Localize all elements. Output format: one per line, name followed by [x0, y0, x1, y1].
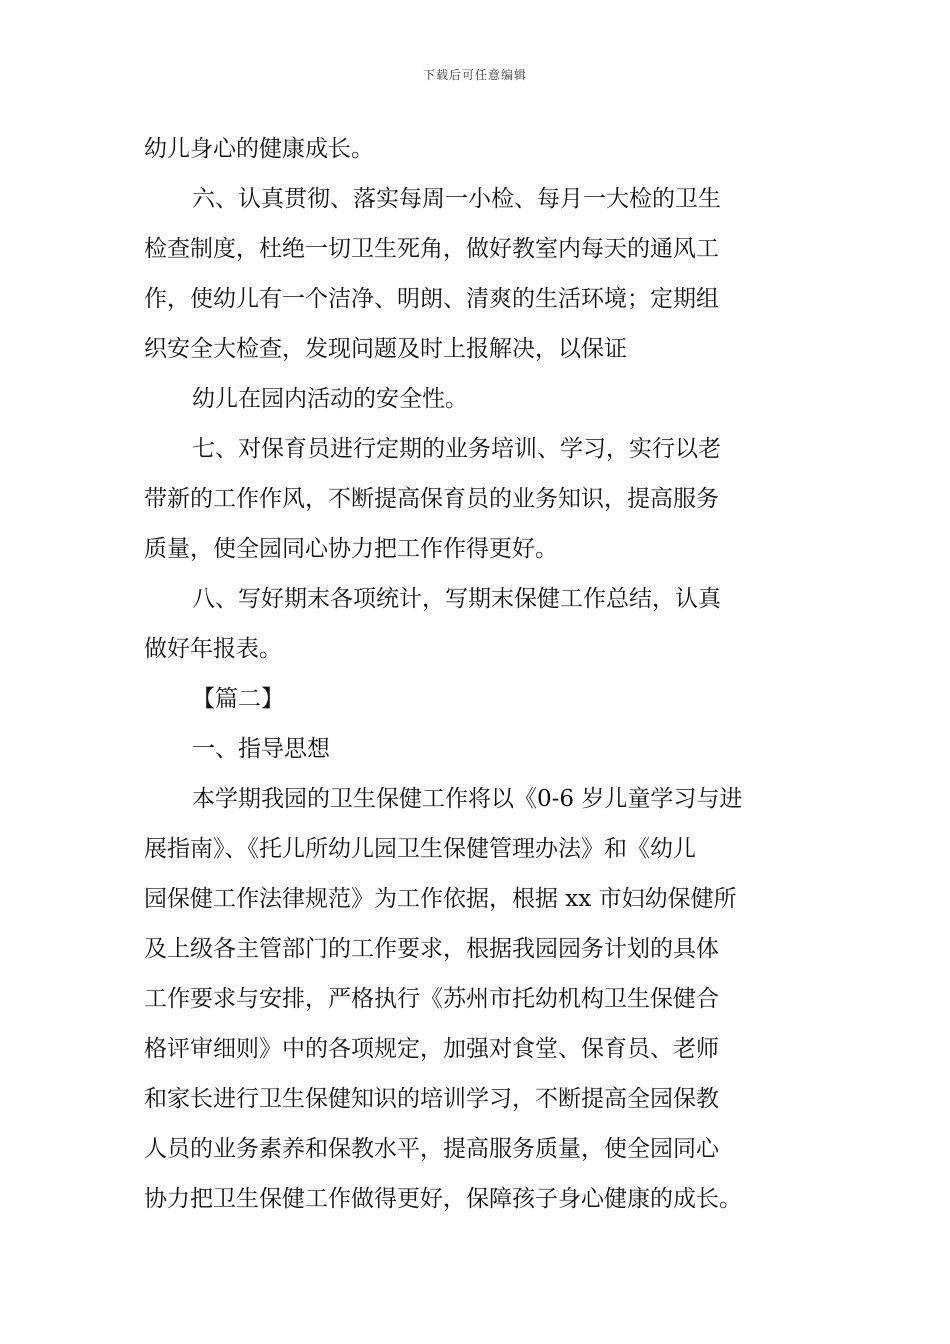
text-line: 一、指导思想	[192, 736, 330, 762]
text-line: 织安全大检查，发现问题及时上报解决，以保证	[144, 336, 627, 362]
text-line: 及上级各主管部门的工作要求，根据我园园务计划的具体	[144, 936, 719, 962]
text-line: 和家长进行卫生保健知识的培训学习，不断提高全园保教	[144, 1086, 719, 1112]
text-line: 本学期我园的卫生保健工作将以《0-6 岁儿童学习与进	[192, 786, 743, 812]
text-line: 展指南》、《托儿所幼儿园卫生保健管理办法》和《幼儿	[144, 836, 696, 862]
text-line: 工作要求与安排，严格执行《苏州市托幼机构卫生保健合	[144, 986, 719, 1012]
text-line: 幼儿身心的健康成长。	[144, 136, 374, 162]
text-line: 质量，使全园同心协力把工作作得更好。	[144, 536, 558, 562]
text-line: 六、认真贯彻、落实每周一小检、每月一大检的卫生	[192, 186, 721, 212]
text-line: 八、写好期末各项统计，写期末保健工作总结，认真	[192, 586, 721, 612]
text-line: 【篇二】	[192, 686, 284, 712]
text-line: 带新的工作作风，不断提高保育员的业务知识，提高服务	[144, 486, 719, 512]
text-line: 七、对保育员进行定期的业务培训、学习，实行以老	[192, 436, 721, 462]
text-line: 检查制度，杜绝一切卫生死角，做好教室内每天的通风工	[144, 236, 719, 262]
text-line: 人员的业务素养和保教水平，提高服务质量，使全园同心	[144, 1136, 719, 1162]
header-note: 下载后可任意编辑	[422, 68, 527, 82]
text-line: 幼儿在园内活动的安全性。	[192, 386, 468, 412]
document-body	[144, 124, 808, 1224]
text-line: 园保健工作法律规范》为工作依据，根据 xx 市妇幼保健所	[144, 886, 737, 912]
text-line: 作，使幼儿有一个洁净、明朗、清爽的生活环境；定期组	[144, 286, 719, 312]
text-line: 做好年报表。	[144, 636, 282, 662]
text-line: 协力把卫生保健工作做得更好，保障孩子身心健康的成长。	[144, 1186, 742, 1212]
text-line: 格评审细则》中的各项规定，加强对食堂、保育员、老师	[144, 1036, 719, 1062]
